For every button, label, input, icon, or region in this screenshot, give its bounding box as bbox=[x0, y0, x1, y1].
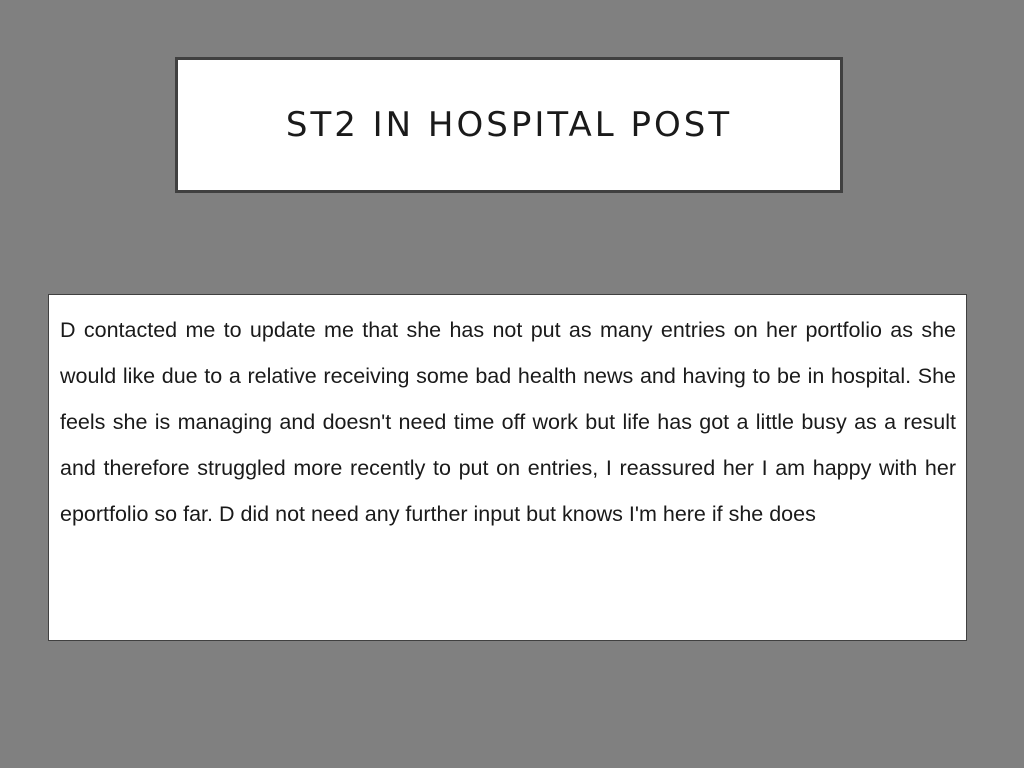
content-box bbox=[48, 294, 967, 641]
body-paragraph: D contacted me to update me that she has not put as many entries on her portfolio as she would like due to a relative receiving some bad health news and having to be in hospital. She feels she is managing and doesn't need time off work but life has got a little busy as a result and therefore struggled more recently to put on entries, I reassured her I am happy with her eportfolio so far. D did not need any further input but knows I'm here if she does bbox=[60, 318, 956, 526]
title-box bbox=[175, 57, 843, 193]
page-title: ST2 IN HOSPITAL POST bbox=[285, 105, 733, 145]
